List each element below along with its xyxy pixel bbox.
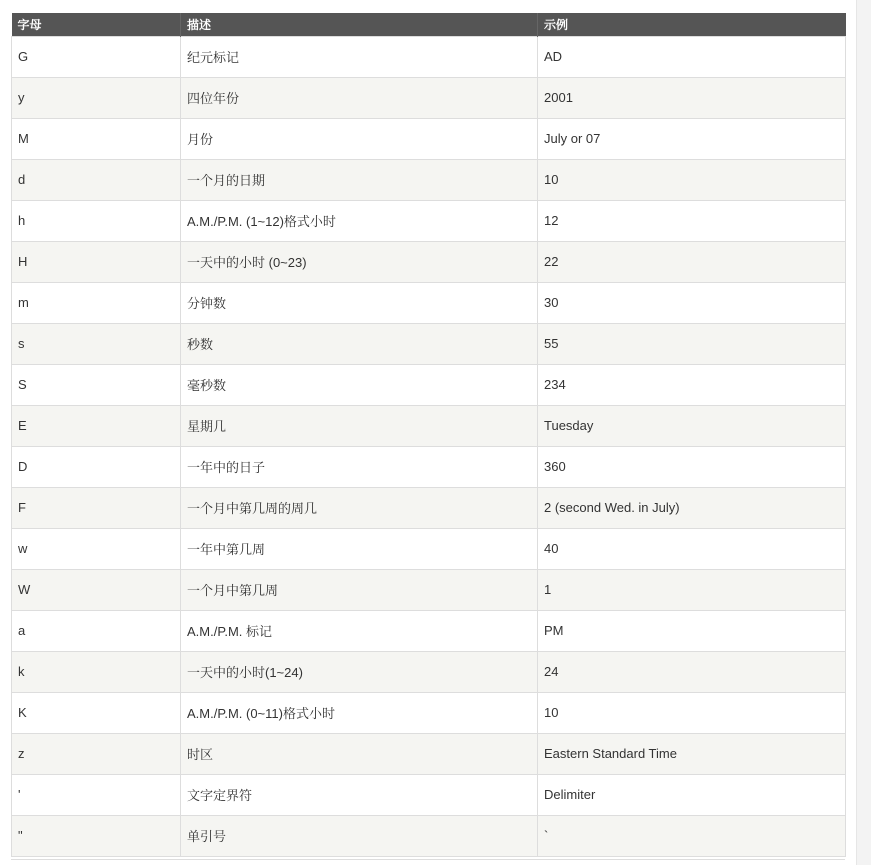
table-row [12, 815, 846, 856]
cell-letter: h [12, 200, 181, 241]
table-header-row [12, 13, 846, 36]
cell-description: 一天中的小时 (0~23) [181, 241, 538, 282]
table-row [12, 651, 846, 692]
cell-description: 毫秒数 [181, 364, 538, 405]
table-row [12, 692, 846, 733]
cell-letter: s [12, 323, 181, 364]
cell-example: PM [538, 610, 846, 651]
cell-letter: ' [12, 774, 181, 815]
cell-description: 星期几 [181, 405, 538, 446]
table-row [12, 241, 846, 282]
table-row [12, 569, 846, 610]
cell-example: 1 [538, 569, 846, 610]
header-letter: 字母 [12, 13, 181, 36]
cell-letter: m [12, 282, 181, 323]
cell-letter: W [12, 569, 181, 610]
cell-description: 文字定界符 [181, 774, 538, 815]
table-row [12, 487, 846, 528]
cell-example: 10 [538, 692, 846, 733]
cell-description: 纪元标记 [181, 36, 538, 77]
cell-description: 一个月中第几周的周几 [181, 487, 538, 528]
cell-example: AD [538, 36, 846, 77]
cell-description: 一个月的日期 [181, 159, 538, 200]
date-format-table [11, 13, 846, 857]
table-row [12, 323, 846, 364]
cell-letter: a [12, 610, 181, 651]
table-row [12, 118, 846, 159]
cell-letter: w [12, 528, 181, 569]
cell-description: 一年中第几周 [181, 528, 538, 569]
cell-description: 秒数 [181, 323, 538, 364]
table-row [12, 282, 846, 323]
cell-example: ` [538, 815, 846, 856]
cell-description: A.M./P.M. (1~12)格式小时 [181, 200, 538, 241]
cell-example: 12 [538, 200, 846, 241]
cut-off-intro-text [0, 0, 845, 8]
table-row [12, 405, 846, 446]
cell-letter: k [12, 651, 181, 692]
cell-letter: y [12, 77, 181, 118]
cell-example: Delimiter [538, 774, 846, 815]
cell-description: 四位年份 [181, 77, 538, 118]
cell-example: 40 [538, 528, 846, 569]
cell-example: July or 07 [538, 118, 846, 159]
table-row [12, 77, 846, 118]
cell-example: Tuesday [538, 405, 846, 446]
right-scroll-gutter [856, 0, 871, 865]
cell-letter: S [12, 364, 181, 405]
table-body [12, 36, 846, 856]
cell-letter: K [12, 692, 181, 733]
cell-description: 分钟数 [181, 282, 538, 323]
header-description: 描述 [181, 13, 538, 36]
cell-example: 360 [538, 446, 846, 487]
table-header [12, 13, 846, 36]
cell-letter: E [12, 405, 181, 446]
cell-description: 一年中的日子 [181, 446, 538, 487]
table-row [12, 528, 846, 569]
cell-letter: " [12, 815, 181, 856]
cell-example: 24 [538, 651, 846, 692]
cell-letter: d [12, 159, 181, 200]
cell-example: 55 [538, 323, 846, 364]
cell-letter: D [12, 446, 181, 487]
cell-letter: F [12, 487, 181, 528]
table-row [12, 446, 846, 487]
table-row [12, 200, 846, 241]
cell-letter: H [12, 241, 181, 282]
cell-letter: z [12, 733, 181, 774]
cell-example: Eastern Standard Time [538, 733, 846, 774]
cell-letter: M [12, 118, 181, 159]
cell-example: 2001 [538, 77, 846, 118]
cell-example: 2 (second Wed. in July) [538, 487, 846, 528]
cell-example: 30 [538, 282, 846, 323]
table-row [12, 364, 846, 405]
cell-description: A.M./P.M. (0~11)格式小时 [181, 692, 538, 733]
header-example: 示例 [538, 13, 846, 36]
cell-example: 22 [538, 241, 846, 282]
table-bottom-divider [11, 859, 845, 860]
table-row [12, 159, 846, 200]
cell-letter: G [12, 36, 181, 77]
table-row [12, 610, 846, 651]
table-row [12, 36, 846, 77]
cell-description: 一天中的小时(1~24) [181, 651, 538, 692]
cell-description: 单引号 [181, 815, 538, 856]
cell-description: A.M./P.M. 标记 [181, 610, 538, 651]
cell-description: 时区 [181, 733, 538, 774]
table-row [12, 733, 846, 774]
cell-description: 一个月中第几周 [181, 569, 538, 610]
cell-example: 10 [538, 159, 846, 200]
table-row [12, 774, 846, 815]
cell-example: 234 [538, 364, 846, 405]
cell-description: 月份 [181, 118, 538, 159]
